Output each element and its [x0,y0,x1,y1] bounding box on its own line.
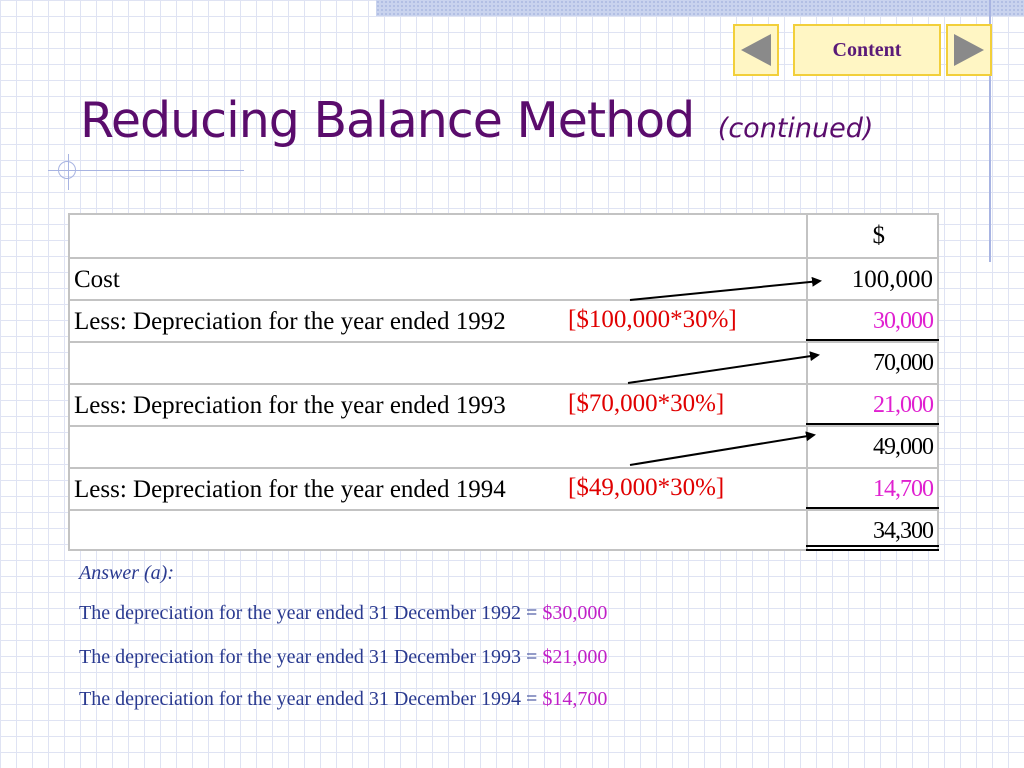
answer-heading: Answer (a): [79,562,174,584]
top-decorative-band [376,0,1024,16]
previous-slide-button[interactable] [733,24,779,76]
answer-text: The depreciation for the year ended 31 December 1994 = [79,688,543,710]
row-description: Less: Depreciation for the year ended 1992 [74,308,506,335]
title-decorative-line [48,170,244,171]
row-amount: 70,000 [873,350,933,376]
total-underline-top [806,545,939,547]
table-row [70,425,937,469]
triangle-right-icon [954,34,984,66]
row-amount: 21,000 [873,392,933,418]
row-amount: 49,000 [873,434,933,460]
answer-value: $30,000 [542,602,608,624]
answer-line-1992 [79,602,607,625]
answer-value: $21,000 [542,646,608,668]
next-slide-button[interactable] [946,24,992,76]
row-amount: 14,700 [873,476,933,502]
table-row [70,257,937,301]
title-main: Reducing Balance Method [80,92,695,149]
table-row [70,467,937,511]
table-row [70,341,937,385]
answer-line-1994 [79,688,607,711]
table-row [70,383,937,427]
title-decorative-circle [58,161,76,179]
answer-text: The depreciation for the year ended 31 December 1993 = [79,646,543,668]
total-underline-bottom [806,549,939,551]
row-amount: 100,000 [851,266,933,293]
subtotal-underline [806,507,939,509]
row-amount: 30,000 [873,308,933,334]
row-description: Less: Depreciation for the year ended 1993 [74,392,506,419]
row-amount: 34,300 [873,518,933,544]
answer-value: $14,700 [542,688,608,710]
depreciation-table [68,213,939,551]
row-calculation: [$49,000*30%] [568,474,725,501]
content-button[interactable]: Content [793,24,941,76]
row-description: Less: Depreciation for the year ended 1994 [74,476,506,503]
page-title [80,92,873,149]
table-header-row [70,215,937,257]
row-description: Cost [74,266,120,293]
answer-line-1993 [79,646,607,669]
row-calculation: [$100,000*30%] [568,306,737,333]
subtotal-underline [806,339,939,341]
row-calculation: [$70,000*30%] [568,390,725,417]
answer-text: The depreciation for the year ended 31 December 1992 = [79,602,543,624]
subtotal-underline [806,423,939,425]
table-row [70,299,937,343]
title-subtitle: (continued) [717,113,874,144]
currency-header: $ [872,222,885,249]
triangle-left-icon [741,34,771,66]
